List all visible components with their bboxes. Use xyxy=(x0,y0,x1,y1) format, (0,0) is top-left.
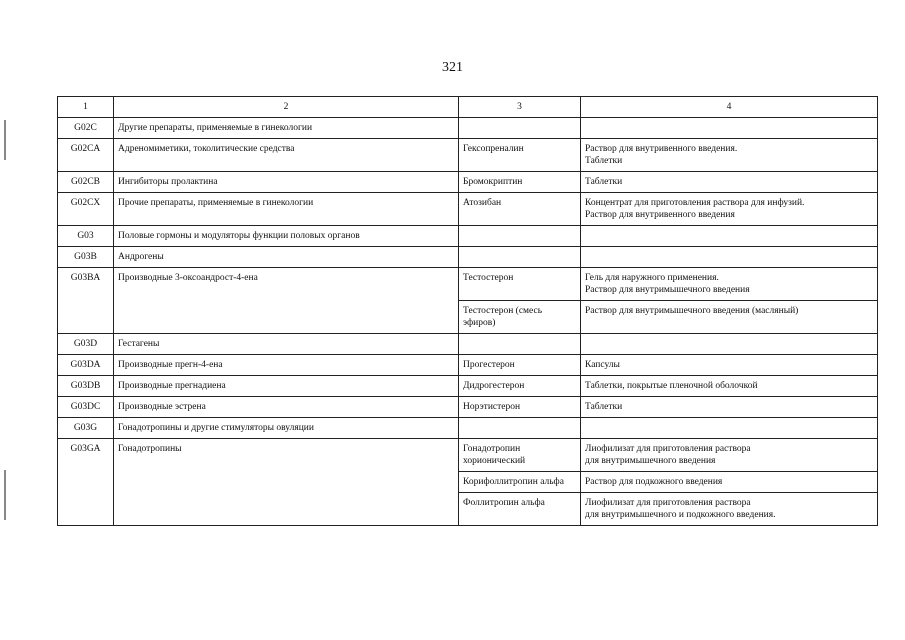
atc-code-cell: G02CA xyxy=(58,139,114,172)
drug-name-cell xyxy=(459,226,581,247)
table-row xyxy=(58,334,878,355)
drug-name-cell: Тестостерон (смесь эфиров) xyxy=(459,301,581,334)
dosage-form-line: Раствор для подкожного введения xyxy=(585,477,723,487)
dosage-form-cell xyxy=(581,493,878,526)
atc-code-cell: G03DB xyxy=(58,376,114,397)
dosage-form-line: Лиофилизат для приготовления раствора xyxy=(585,444,751,454)
drug-name-cell xyxy=(459,118,581,139)
group-name-cell: Производные прегн-4-ена xyxy=(114,355,459,376)
column-header: 4 xyxy=(581,97,878,118)
dosage-form-cell xyxy=(581,376,878,397)
group-name-cell: Производные 3-оксоандрост-4-ена xyxy=(114,268,459,334)
dosage-form-cell xyxy=(581,301,878,334)
dosage-form-cell xyxy=(581,397,878,418)
drug-name-cell xyxy=(459,247,581,268)
dosage-form-cell xyxy=(581,172,878,193)
dosage-form-cell xyxy=(581,247,878,268)
table-row xyxy=(58,268,878,301)
atc-code-cell: G03G xyxy=(58,418,114,439)
dosage-form-line: Гель для наружного применения. xyxy=(585,273,719,283)
table-row xyxy=(58,418,878,439)
dosage-form-line: Таблетки xyxy=(585,156,623,166)
group-name-cell: Производные эстрена xyxy=(114,397,459,418)
drug-name-cell: Норэтистерон xyxy=(459,397,581,418)
table-header-row xyxy=(58,97,878,118)
dosage-form-line: Раствор для внутривенного введения. xyxy=(585,144,738,154)
page-number: 321 xyxy=(442,60,463,75)
group-name-cell: Половые гормоны и модуляторы функции половых органов xyxy=(114,226,459,247)
dosage-form-cell xyxy=(581,193,878,226)
atc-code-cell: G03BA xyxy=(58,268,114,334)
dosage-form-cell xyxy=(581,268,878,301)
atc-code-cell: G02CX xyxy=(58,193,114,226)
scan-margin-mark xyxy=(4,470,6,520)
table-row xyxy=(58,247,878,268)
group-name-cell: Гонадотропины xyxy=(114,439,459,526)
drug-name-cell: Гонадотропин хорионический xyxy=(459,439,581,472)
table-row xyxy=(58,355,878,376)
atc-code-cell: G03 xyxy=(58,226,114,247)
column-header: 3 xyxy=(459,97,581,118)
drug-name-cell xyxy=(459,418,581,439)
dosage-form-line: Концентрат для приготовления раствора для инфузий. xyxy=(585,198,805,208)
group-name-cell: Андрогены xyxy=(114,247,459,268)
table-row xyxy=(58,139,878,172)
drug-name-cell xyxy=(459,334,581,355)
table-row xyxy=(58,397,878,418)
drug-name-cell: Атозибан xyxy=(459,193,581,226)
group-name-cell: Прочие препараты, применяемые в гинекологии xyxy=(114,193,459,226)
table-row xyxy=(58,193,878,226)
table-row xyxy=(58,118,878,139)
group-name-cell: Ингибиторы пролактина xyxy=(114,172,459,193)
dosage-form-line: для внутримышечного введения xyxy=(585,456,716,466)
group-name-cell: Производные прегнадиена xyxy=(114,376,459,397)
dosage-form-line: Таблетки, покрытые пленочной оболочкой xyxy=(585,381,758,391)
dosage-form-line: Раствор для внутривенного введения xyxy=(585,210,735,220)
atc-code-cell: G03GA xyxy=(58,439,114,526)
table-row xyxy=(58,172,878,193)
atc-code-cell: G03B xyxy=(58,247,114,268)
drug-name-cell: Дидрогестерон xyxy=(459,376,581,397)
drug-name-cell: Тестостерон xyxy=(459,268,581,301)
table-row xyxy=(58,439,878,472)
dosage-form-cell xyxy=(581,439,878,472)
dosage-form-cell xyxy=(581,472,878,493)
column-header: 2 xyxy=(114,97,459,118)
drug-name-cell: Корифоллитропин альфа xyxy=(459,472,581,493)
group-name-cell: Гонадотропины и другие стимуляторы овуляции xyxy=(114,418,459,439)
atc-code-cell: G03D xyxy=(58,334,114,355)
dosage-form-line: Капсулы xyxy=(585,360,620,370)
atc-code-cell: G03DC xyxy=(58,397,114,418)
drug-name-cell: Бромокриптин xyxy=(459,172,581,193)
atc-code-cell: G03DA xyxy=(58,355,114,376)
atc-code-cell: G02C xyxy=(58,118,114,139)
group-name-cell: Другие препараты, применяемые в гинекологии xyxy=(114,118,459,139)
drug-name-cell: Гексопреналин xyxy=(459,139,581,172)
drug-name-cell: Фоллитропин альфа xyxy=(459,493,581,526)
dosage-form-line: Лиофилизат для приготовления раствора xyxy=(585,498,751,508)
dosage-form-cell xyxy=(581,139,878,172)
drug-classification-table xyxy=(57,96,878,526)
group-name-cell: Адреномиметики, токолитические средства xyxy=(114,139,459,172)
scan-margin-mark xyxy=(4,120,6,160)
dosage-form-cell xyxy=(581,226,878,247)
dosage-form-line: Раствор для внутримышечного введения (масляный) xyxy=(585,306,799,316)
dosage-form-line: для внутримышечного и подкожного введения. xyxy=(585,510,776,520)
dosage-form-line: Таблетки xyxy=(585,177,623,187)
table-row xyxy=(58,226,878,247)
drug-name-cell: Прогестерон xyxy=(459,355,581,376)
dosage-form-cell xyxy=(581,118,878,139)
dosage-form-line: Таблетки xyxy=(585,402,623,412)
column-header: 1 xyxy=(58,97,114,118)
dosage-form-line: Раствор для внутримышечного введения xyxy=(585,285,750,295)
atc-code-cell: G02CB xyxy=(58,172,114,193)
table-body xyxy=(58,118,878,526)
table-row xyxy=(58,376,878,397)
dosage-form-cell xyxy=(581,418,878,439)
group-name-cell: Гестагены xyxy=(114,334,459,355)
dosage-form-cell xyxy=(581,334,878,355)
dosage-form-cell xyxy=(581,355,878,376)
